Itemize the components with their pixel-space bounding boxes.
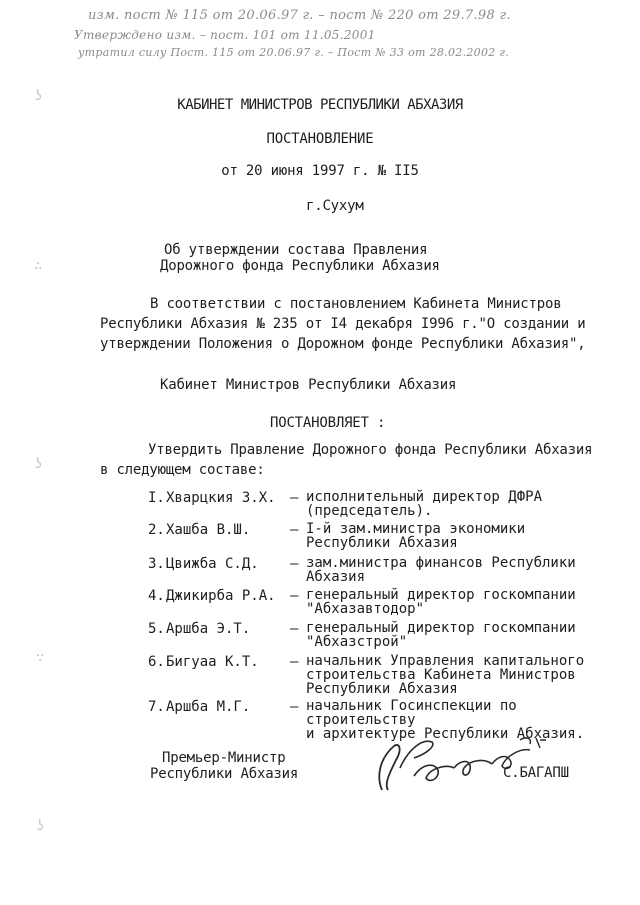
member-number: 4. <box>148 588 165 604</box>
binder-mark: ʖ <box>36 818 45 834</box>
member-dash: – <box>290 621 299 637</box>
body-subject: Кабинет Министров Республики Абхазия <box>160 377 457 393</box>
member-number: 3. <box>148 556 165 572</box>
intro-line: Утвердить Правление Дорожного фонда Республики Абхазия <box>148 442 593 458</box>
member-position: начальник Управления капитального строительства Кабинета Министров Республики Абхазия <box>306 653 585 697</box>
preamble-line: Республики Абхазия № 235 от I4 декабря I996 г."О создании и <box>100 316 586 332</box>
member-name: Хашба В.Ш. <box>166 522 251 538</box>
member-name: Аршба М.Г. <box>166 699 251 715</box>
intro-line: в следующем составе: <box>100 462 265 478</box>
member-position: генеральный директор госкомпании "Абхазавтодор" <box>306 587 576 617</box>
organization-title: КАБИНЕТ МИНИСТРОВ РЕСПУБЛИКИ АБХАЗИЯ <box>177 97 463 113</box>
document-city: г.Сухум <box>306 198 364 214</box>
member-dash: – <box>290 588 299 604</box>
signatory-title: Премьер-Министр <box>162 750 286 766</box>
member-name: Хварцкия З.Х. <box>166 490 276 506</box>
member-dash: – <box>290 522 299 538</box>
member-position: I-й зам.министра экономики Республики Абхазия <box>306 521 526 551</box>
subject-line: Дорожного фонда Республики Абхазия <box>160 258 440 274</box>
document-date-number: от 20 июня 1997 г. № II5 <box>221 163 419 179</box>
member-position: начальник Госинспекции по строительству и архитектуре Республики Абхазия. <box>306 698 585 742</box>
member-name: Цвижба С.Д. <box>166 556 259 572</box>
member-name: Джикирба Р.А. <box>166 588 276 604</box>
signatory-title: Республики Абхазия <box>150 766 299 782</box>
member-dash: – <box>290 699 299 715</box>
member-number: 2. <box>148 522 165 538</box>
handwritten-note: изм. пост № 115 от 20.06.97 г. – пост № 220 от 29.7.98 г. <box>88 8 511 23</box>
handwritten-note: Утверждено изм. – пост. 101 от 11.05.2001 <box>74 28 376 42</box>
member-dash: – <box>290 654 299 670</box>
member-position: исполнительный директор ДФРА (председатель). <box>306 489 543 519</box>
preamble-line: утверждении Положения о Дорожном фонде Республики Абхазия", <box>100 336 586 352</box>
binder-mark: ∴ <box>34 258 43 274</box>
handwritten-note: утратил силу Пост. 115 от 20.06.97 г. – Пост № 33 от 28.02.2002 г. <box>78 46 510 59</box>
binder-mark: ʖ <box>34 88 43 104</box>
preamble-line: В соответствии с постановлением Кабинета Министров <box>150 296 562 312</box>
signatory-name: С.БАГАПШ <box>503 765 569 781</box>
member-number: 5. <box>148 621 165 637</box>
member-name: Бигуаа К.Т. <box>166 654 259 670</box>
document-type: ПОСТАНОВЛЕНИЕ <box>266 131 374 147</box>
member-position: зам.министра финансов Республики Абхазия <box>306 555 576 585</box>
binder-mark: ʖ <box>34 456 43 472</box>
member-dash: – <box>290 490 299 506</box>
member-number: 6. <box>148 654 165 670</box>
binder-mark: ∵ <box>36 650 45 666</box>
resolves-heading: ПОСТАНОВЛЯЕТ : <box>270 415 386 431</box>
handwritten-signature <box>370 728 570 800</box>
member-dash: – <box>290 556 299 572</box>
member-number: I. <box>148 490 165 506</box>
subject-line: Об утверждении состава Правления <box>164 242 428 258</box>
member-number: 7. <box>148 699 165 715</box>
member-name: Аршба Э.Т. <box>166 621 251 637</box>
member-position: генеральный директор госкомпании "Абхазстрой" <box>306 620 576 650</box>
